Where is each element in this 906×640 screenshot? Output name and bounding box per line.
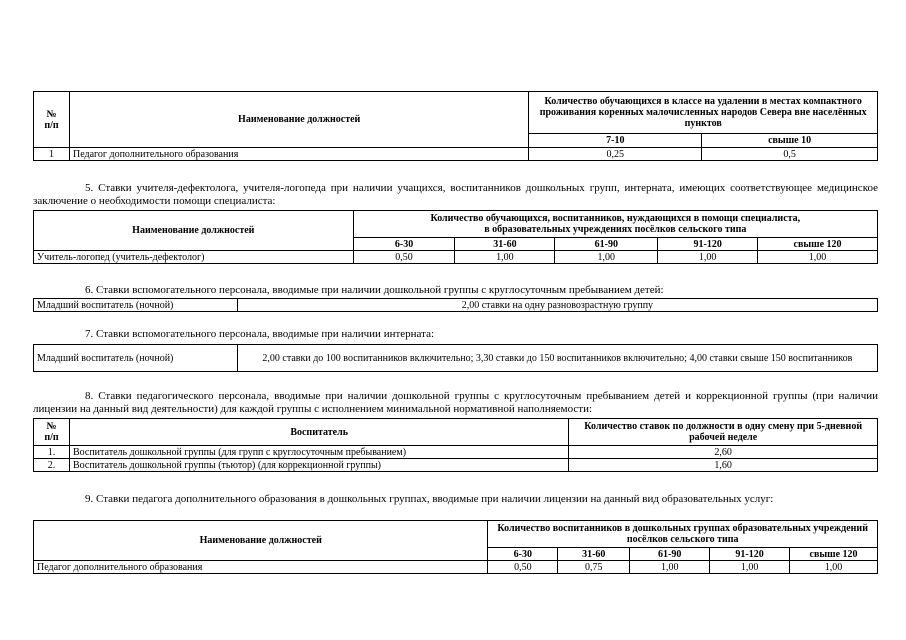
header-col-61-90: 61-90 <box>630 548 710 561</box>
table-row <box>34 251 878 264</box>
header-col-over-120: свыше 120 <box>790 548 878 561</box>
row-value: 1,00 <box>710 561 790 574</box>
row-value: 1,00 <box>658 251 758 264</box>
header-num: № п/п <box>34 419 70 446</box>
row-value: 0,75 <box>558 561 630 574</box>
table-row <box>34 148 878 161</box>
row-position-name: Воспитатель дошкольной группы (тьютор) (для коррекционной группы) <box>69 459 568 472</box>
table-night-assistant-boarding <box>33 344 878 372</box>
row-num: 2. <box>34 459 70 472</box>
table-row <box>34 459 878 472</box>
header-col-over-120: свыше 120 <box>758 238 878 251</box>
header-student-count: Количество воспитанников в дошкольных группах образовательных учреждений посёлков сельского типа <box>488 521 878 548</box>
header-educator: Воспитатель <box>69 419 568 446</box>
header-position-name: Наименование должностей <box>69 92 528 148</box>
table-row <box>34 446 878 459</box>
header-col-6-30: 6-30 <box>353 238 455 251</box>
table-night-assistant-group <box>33 298 878 312</box>
header-student-count: Количество обучающихся, воспитанников, нуждающихся в помощи специалиста, в образовательных учреждениях посёлков сельского типа <box>353 211 877 238</box>
table-row <box>34 299 878 312</box>
header-col-61-90: 61-90 <box>555 238 658 251</box>
table-educators <box>33 418 878 472</box>
row-value: 0,50 <box>488 561 558 574</box>
row-position-name: Педагог дополнительного образования <box>69 148 528 161</box>
row-position-name: Учитель-логопед (учитель-дефектолог) <box>34 251 354 264</box>
table-row <box>34 345 878 372</box>
header-col-91-120: 91-120 <box>710 548 790 561</box>
table-speech-therapist <box>33 210 878 264</box>
row-value: 2,00 ставки на одну разновозрастную группу <box>237 299 877 312</box>
row-value: 1,60 <box>569 459 878 472</box>
table-distance-classes <box>33 91 878 161</box>
row-num: 1 <box>34 148 70 161</box>
row-position-name: Младший воспитатель (ночной) <box>34 345 238 372</box>
row-num: 1. <box>34 446 70 459</box>
paragraph-8: 8. Ставки педагогического персонала, вводимые при наличии дошкольной группы с круглосуточным пребыванием детей и коррекционной группы (при наличии лицензии на данный вид деятельности) для каждой группы с исполнением минимальной нормативной наполняемости: <box>33 390 878 415</box>
row-value: 0,5 <box>702 148 878 161</box>
row-position-name: Младший воспитатель (ночной) <box>34 299 238 312</box>
table-preschool-additional-education <box>33 520 878 574</box>
header-student-count: Количество обучающихся в классе на удалении в местах компактного проживания коренных малочисленных народов Севера вне населённых пунктов <box>529 92 878 134</box>
paragraph-5: 5. Ставки учителя-дефектолога, учителя-логопеда при наличии учащихся, воспитанников дошкольных групп, интерната, имеющих соответствующее медицинское заключение о необходимости помощи специалиста: <box>33 182 878 207</box>
row-value: 1,00 <box>758 251 878 264</box>
row-position-name: Воспитатель дошкольной группы (для групп с круглосуточным пребыванием) <box>69 446 568 459</box>
header-num: № п/п <box>34 92 70 148</box>
row-value: 1,00 <box>555 251 658 264</box>
header-position-name: Наименование должностей <box>34 521 488 561</box>
row-position-name: Педагог дополнительного образования <box>34 561 488 574</box>
row-value: 1,00 <box>790 561 878 574</box>
header-col-6-30: 6-30 <box>488 548 558 561</box>
paragraph-9: 9. Ставки педагога дополнительного образования в дошкольных группах, вводимые при наличии лицензии на данный вид образовательных услуг: <box>85 493 774 505</box>
header-col-31-60: 31-60 <box>455 238 555 251</box>
row-value: 2,00 ставки до 100 воспитанников включительно; 3,30 ставки до 150 воспитанников включительно; 4,00 ставки свыше 150 воспитанников <box>237 345 877 372</box>
row-value: 0,50 <box>353 251 455 264</box>
row-value: 0,25 <box>529 148 702 161</box>
header-col-7-10: 7-10 <box>529 134 702 148</box>
header-col-over-10: свыше 10 <box>702 134 878 148</box>
table-row <box>34 561 878 574</box>
header-col-31-60: 31-60 <box>558 548 630 561</box>
paragraph-6: 6. Ставки вспомогательного персонала, вводимые при наличии дошкольной группы с круглосуточным пребыванием детей: <box>85 284 664 296</box>
header-rate-count: Количество ставок по должности в одну смену при 5-дневной рабочей неделе <box>569 419 878 446</box>
row-value: 1,00 <box>630 561 710 574</box>
header-col-91-120: 91-120 <box>658 238 758 251</box>
row-value: 2,60 <box>569 446 878 459</box>
row-value: 1,00 <box>455 251 555 264</box>
paragraph-7: 7. Ставки вспомогательного персонала, вводимые при наличии интерната: <box>85 328 435 340</box>
header-position-name: Наименование должностей <box>34 211 354 251</box>
